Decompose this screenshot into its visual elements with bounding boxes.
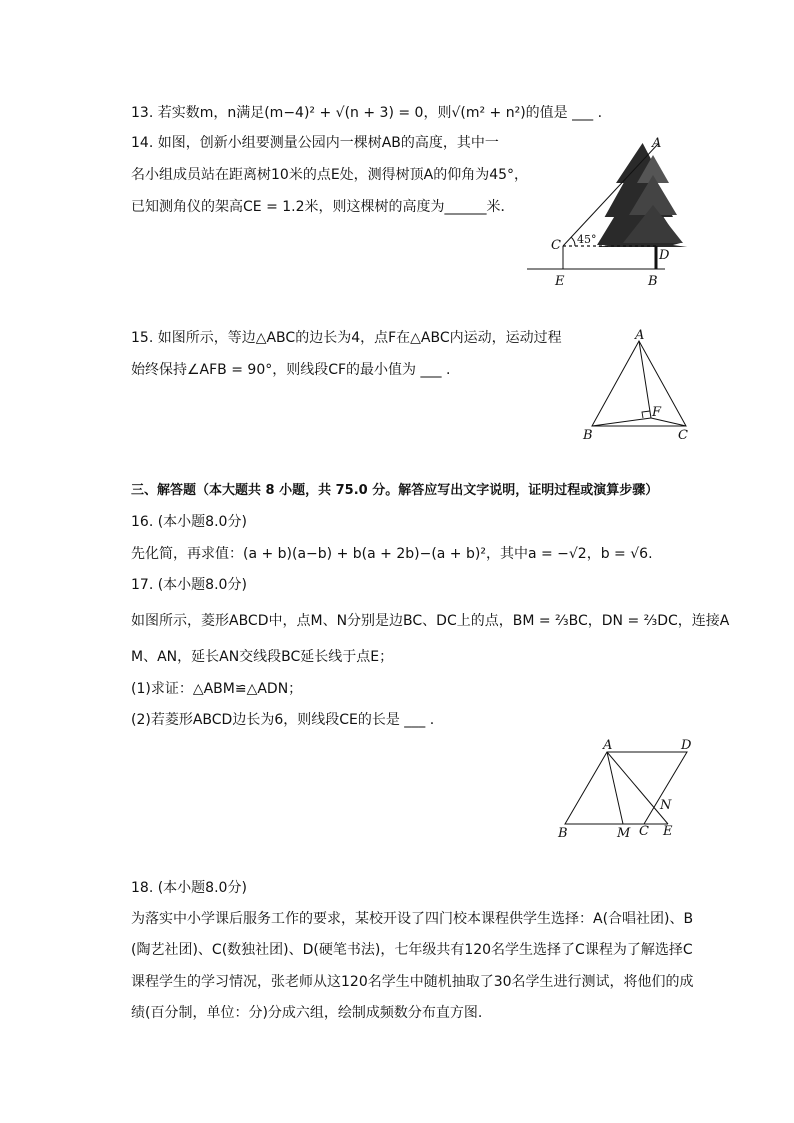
q17-line3: (1)求证：△ABM≌△ADN； [131,681,303,697]
label-E: E [555,274,565,289]
q18-line3: 课程学生的学习情况，张老师从这120名学生中随机抽取了30名学生进行测试，将他们的成 [131,974,694,990]
q17-line1: 如图所示，菱形ABCD中，点M、N分别是边BC、DC上的点，BM = ⅔BC，DN = ⅔DC，连接A [131,613,730,629]
section3-heading: 三、解答题（本大题共 8 小题，共 75.0 分。解答应写出文字说明，证明过程或演算步骤） [131,483,659,498]
label-D: D [681,738,692,753]
label-B: B [583,428,593,443]
label-D: D [659,248,670,263]
label-A: A [652,136,662,151]
q17-line2: M、AN，延长AN交线段BC延长线于点E； [131,649,394,665]
label-angle-45: 45° [577,233,597,246]
q18-head: 18. (本小题8.0分) [131,880,247,896]
q15-line1: 15. 如图所示，等边△ABC的边长为4，点F在△ABC内运动，运动过程 [131,330,562,346]
q18-line4: 绩(百分制，单位：分)分成六组，绘制成频数分布直方图. [131,1005,483,1021]
q14-line3: 已知测角仪的架高CE = 1.2米，则这棵树的高度为______米． [131,199,515,215]
q15-triangle-figure [580,328,695,443]
q17-head: 17. (本小题8.0分) [131,577,247,593]
label-A: A [635,328,645,343]
q16-head: 16. (本小题8.0分) [131,514,247,530]
q16-body: 先化简，再求值：(a + b)(a−b) + b(a + 2b)−(a + b)²，其中a = −√2，b = √6. [131,546,653,562]
q13-text: 13. 若实数m，n满足(m−4)² + √(n + 3) = 0，则√(m² + n²)的值是 ___ . [131,105,603,121]
q14-line1: 14. 如图，创新小组要测量公园内一棵树AB的高度，其中一 [131,135,499,151]
label-N: N [660,798,672,813]
label-B: B [558,826,568,841]
q17-rhombus-figure [555,735,700,845]
label-B: B [648,274,658,289]
q18-line2: (陶艺社团)、C(数独社团)、D(硬笔书法)，七年级共有120名学生选择了C课程为了解选择C [131,942,693,958]
label-M: M [617,826,631,841]
q17-line4: (2)若菱形ABCD边长为6，则线段CE的长是 ___ . [131,712,435,728]
q14-tree-figure [525,135,670,290]
label-C: C [639,824,649,839]
label-A: A [603,738,613,753]
q18-line1: 为落实中小学课后服务工作的要求，某校开设了四门校本课程供学生选择：A(合唱社团)、B [131,911,694,927]
label-E: E [663,824,673,839]
label-F: F [652,405,662,420]
label-C: C [551,238,561,253]
label-C: C [678,428,688,443]
q14-line2: 名小组成员站在距离树10米的点E处，测得树顶A的仰角为45°， [131,167,529,183]
q15-line2: 始终保持∠AFB = 90°，则线段CF的最小值为 ___ . [131,362,451,378]
